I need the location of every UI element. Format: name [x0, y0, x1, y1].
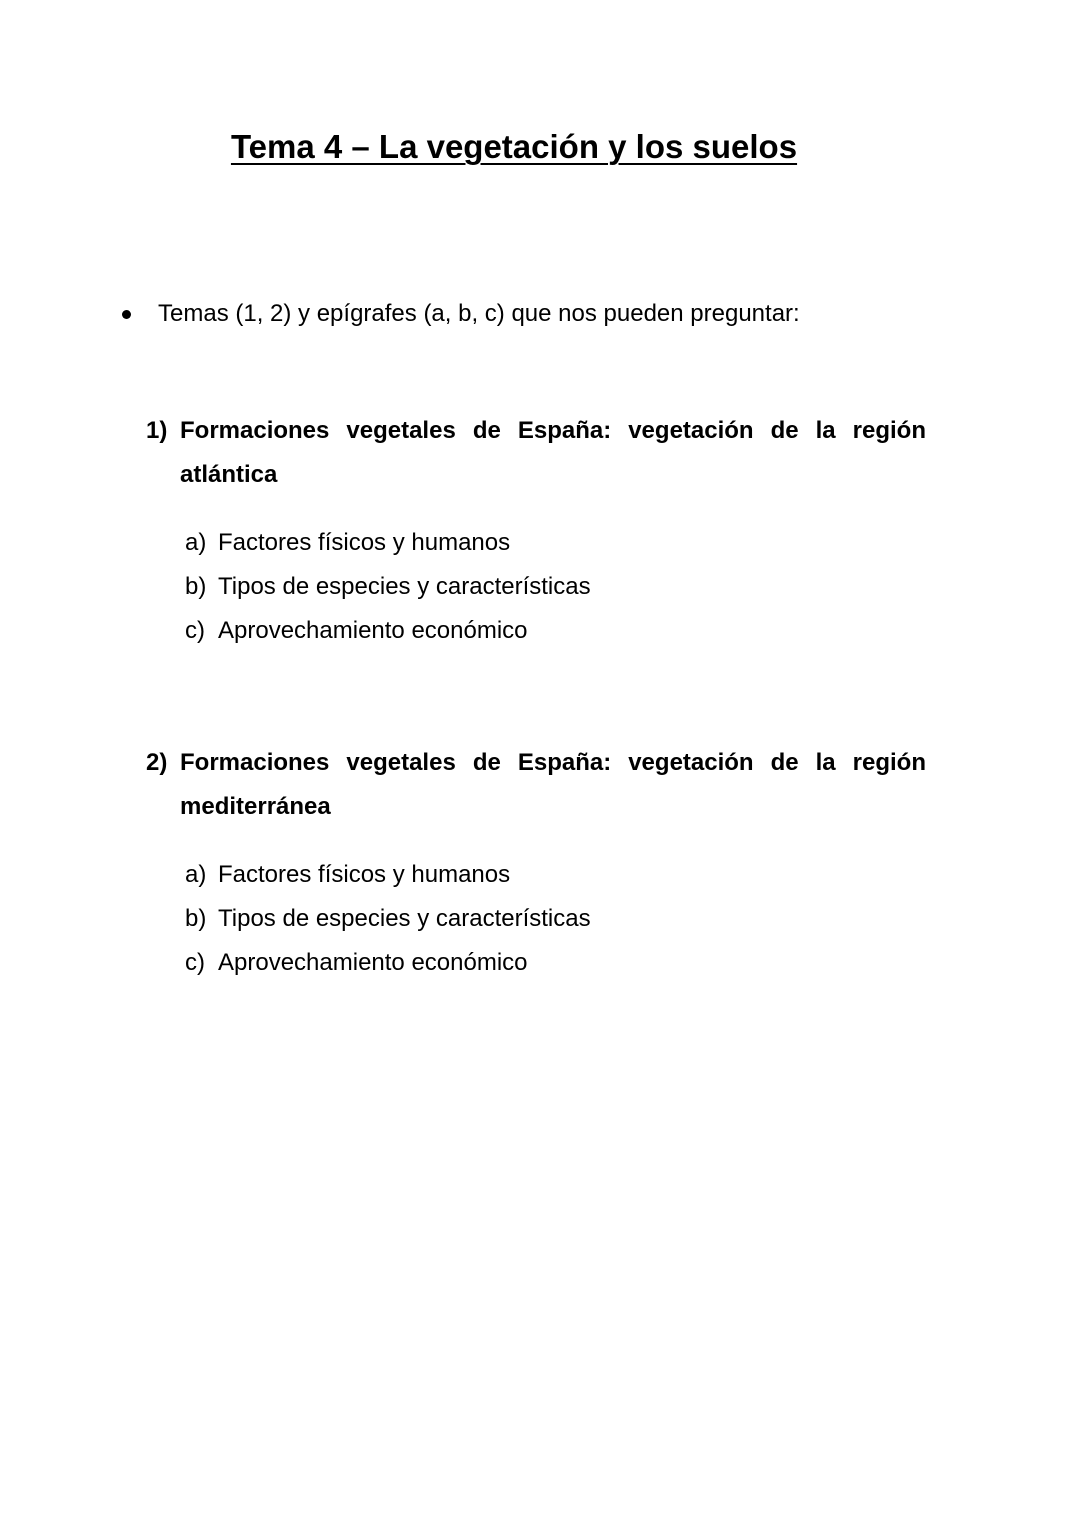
list-item	[185, 897, 926, 941]
epigraph-text: Factores físicos y humanos	[218, 861, 511, 888]
bullet-icon	[122, 310, 131, 319]
epigraph-letter: c)	[185, 617, 205, 644]
epigraph-text: Factores físicos y humanos	[218, 529, 511, 556]
epigraph-letter: b)	[185, 905, 207, 932]
epigraph-letter: a)	[185, 861, 207, 888]
section-2	[146, 741, 926, 985]
epigraph-text: Tipos de especies y características	[218, 573, 591, 600]
list-item	[185, 521, 926, 565]
epigraph-letter: a)	[185, 529, 207, 556]
section-1-epigraph-list	[146, 521, 926, 653]
list-item	[185, 565, 926, 609]
list-item	[185, 853, 926, 897]
section-2-number: 2)	[146, 749, 168, 776]
section-2-heading	[146, 741, 926, 829]
epigraph-letter: b)	[185, 573, 207, 600]
section-1-title: Formaciones vegetales de España: vegetación de la región atlántica	[180, 417, 926, 488]
section-1	[146, 409, 926, 653]
epigraph-text: Tipos de especies y características	[218, 905, 591, 932]
epigraph-text: Aprovechamiento económico	[218, 617, 528, 644]
page-title: Tema 4 – La vegetación y los suelos	[230, 128, 798, 165]
intro-bullet	[118, 297, 800, 331]
epigraph-text: Aprovechamiento económico	[218, 949, 528, 976]
section-1-number: 1)	[146, 417, 168, 444]
list-item	[185, 609, 926, 653]
section-2-title: Formaciones vegetales de España: vegetación de la región mediterránea	[180, 749, 926, 820]
section-1-heading	[146, 409, 926, 497]
intro-text: Temas (1, 2) y epígrafes (a, b, c) que nos pueden preguntar:	[158, 300, 800, 327]
list-item	[185, 941, 926, 985]
section-2-epigraph-list	[146, 853, 926, 985]
epigraph-letter: c)	[185, 949, 205, 976]
